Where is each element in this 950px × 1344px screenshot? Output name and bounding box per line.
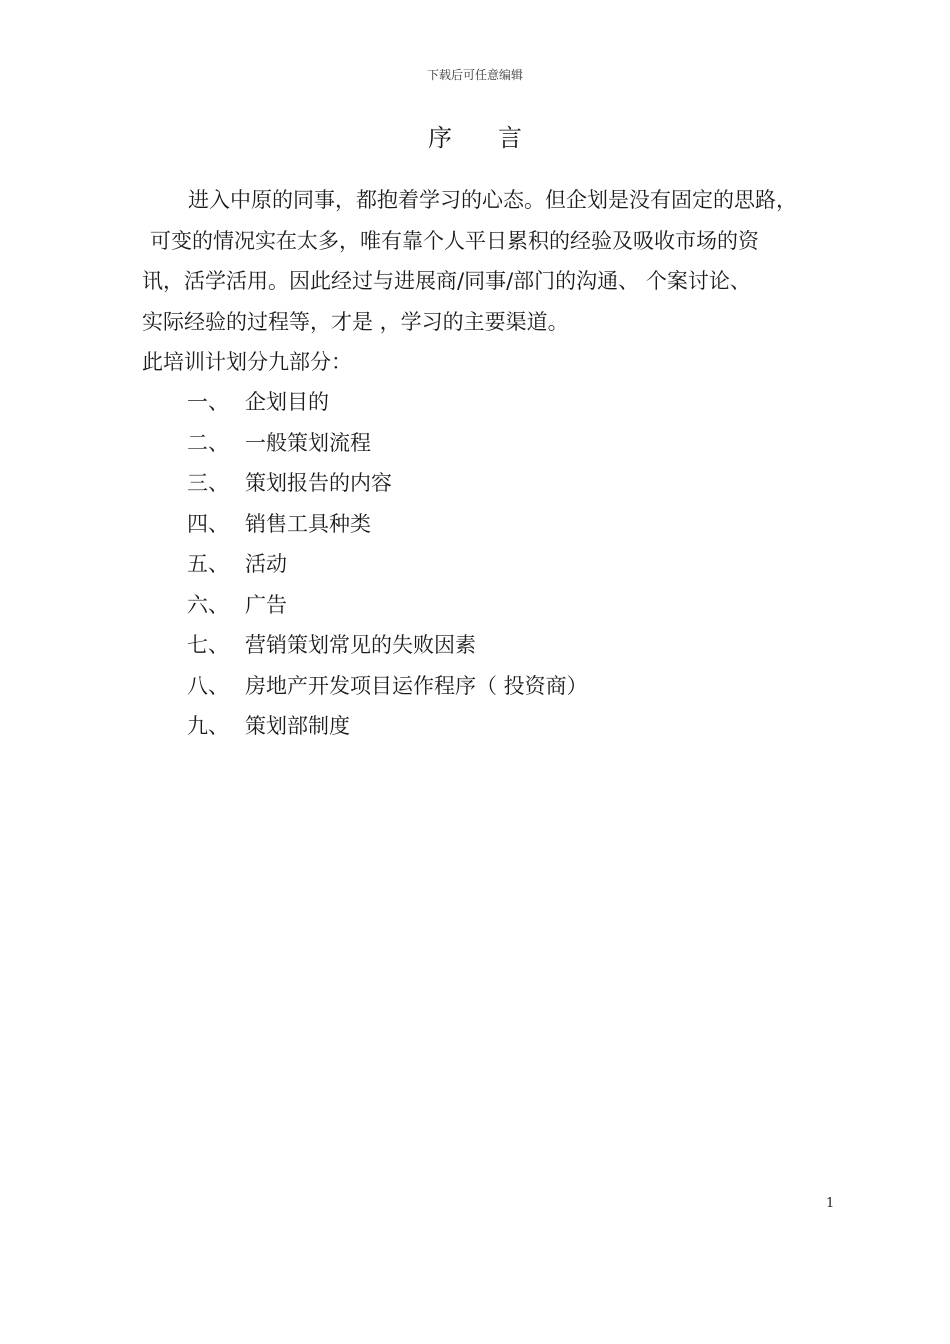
toc-item-number: 四、 [187,511,229,536]
toc-item-label: 房地产开发项目运作程序（ 投资商） [245,673,588,698]
toc-item-label: 一般策划流程 [245,430,371,455]
toc-item [187,463,588,504]
toc-item-number: 五、 [187,552,229,576]
page-title-char-1: 序 [428,124,452,152]
toc-item-number: 二、 [187,430,229,455]
toc-item-label: 策划部制度 [245,714,350,738]
toc-item-label: 活动 [245,552,287,576]
intro-paragraph [142,180,852,342]
toc-item-number: 六、 [187,592,229,617]
toc-item [187,504,588,545]
intro-line: 讯，活学活用。因此经过与进展商/同事/部门的沟通、 个案讨论、 [142,269,751,293]
toc-item-label: 企划目的 [245,390,329,414]
toc-item-label: 销售工具种类 [245,511,371,536]
toc-item-label: 广告 [245,592,287,617]
intro-line: 可变的情况实在太多，唯有靠个人平日累积的经验及吸收市场的资 [150,228,759,253]
toc-item-number: 九、 [187,714,229,738]
page-title [0,118,950,153]
page-number: 1 [826,1196,835,1211]
toc-item [187,544,588,585]
toc-item-number: 七、 [187,633,229,657]
header-note: 下载后可任意编辑 [426,68,523,82]
toc-lead: 此培训计划分九部分： [142,350,352,374]
toc-item-number: 一、 [187,390,229,414]
toc-item [187,666,588,707]
toc-item [187,423,588,464]
toc-item-label: 策划报告的内容 [245,471,392,495]
intro-line: 进入中原的同事，都抱着学习的心态。但企划是没有固定的思路， [188,188,797,212]
page-title-char-2: 言 [498,124,522,152]
toc-list [187,382,588,747]
toc-item [187,706,588,747]
toc-item [187,382,588,423]
toc-item [187,625,588,666]
toc-item-label: 营销策划常见的失败因素 [245,633,476,657]
intro-line: 实际经验的过程等，才是 ，学习的主要渠道。 [142,309,569,334]
toc-item-number: 三、 [187,471,229,495]
toc-item [187,585,588,626]
toc-item-number: 八、 [187,673,229,698]
